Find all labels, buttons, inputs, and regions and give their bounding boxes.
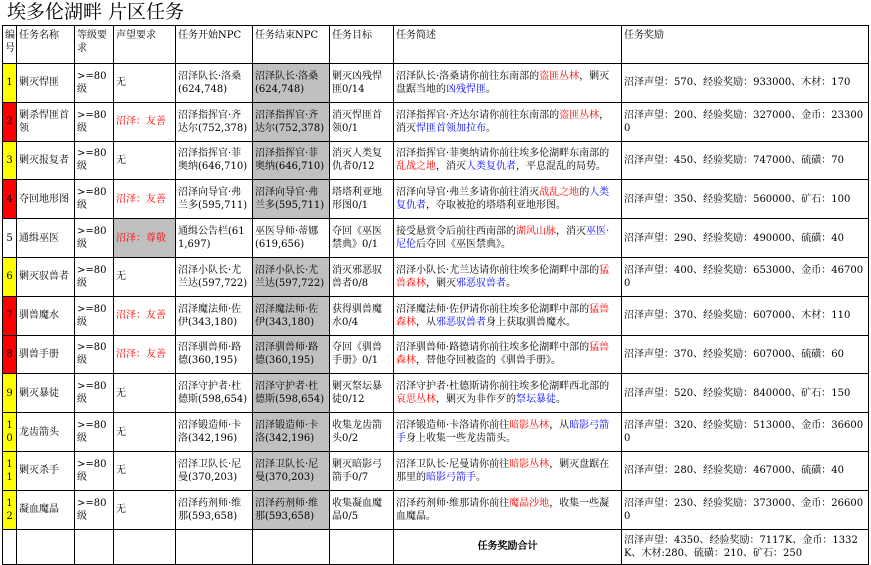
- quest-reward: 沼泽声望：400、经验奖励：653000、金币：467000: [622, 257, 869, 296]
- quest-name: 驯兽手册: [17, 335, 75, 374]
- quest-reward: 沼泽声望：230、经验奖励：373000、金币：266000: [622, 490, 869, 529]
- quest-name: 驯兽魔水: [17, 296, 75, 335]
- quest-description: [394, 413, 622, 452]
- quest-reward: 沼泽声望：200、经验奖励：327000、金币：233000: [622, 102, 869, 141]
- quest-reputation: 沼泽：友善: [114, 180, 176, 219]
- description-segment: ，收集一些凝血魔晶。: [396, 497, 610, 522]
- quest-end-npc: 沼泽队长·洛桑(624,748): [253, 64, 330, 103]
- quest-name: 夺回地形图: [17, 180, 75, 219]
- quest-start-npc: 沼泽卫队长·尼曼(370,203): [176, 451, 253, 490]
- description-segment: 沼泽卫队长·尼曼请你前往: [396, 458, 510, 470]
- quest-goal: 剿灭暗影弓箭手0/7: [330, 451, 394, 490]
- total-empty-cell: [17, 529, 75, 564]
- description-segment: ，剿灭: [426, 277, 456, 289]
- header-description: 任务简述: [394, 26, 622, 64]
- total-empty-cell: [114, 529, 176, 564]
- description-segment: 盗匪丛林: [539, 70, 580, 82]
- quest-level: >=80级: [75, 335, 114, 374]
- quest-row: [3, 219, 869, 258]
- quest-description: [394, 64, 622, 103]
- quest-row: [3, 413, 869, 452]
- quest-end-npc: 沼泽小队长·尤兰达(597,722): [253, 257, 330, 296]
- header-goal: 任务目标: [330, 26, 394, 64]
- quest-number: 10: [3, 413, 17, 452]
- quest-start-npc: 沼泽指挥官·菲奥纳(646,710): [176, 141, 253, 180]
- quest-reward: 沼泽声望：570、经验奖励：933000、木材：170: [622, 64, 869, 103]
- description-segment: 暗影丛林: [509, 458, 550, 470]
- description-segment: 湖风山脉: [516, 226, 556, 238]
- quest-name: 龙齿箭头: [17, 413, 75, 452]
- quest-goal: 消灭人类复仇者0/12: [330, 141, 394, 180]
- quest-end-npc: 沼泽驯兽师·路德(360,195): [253, 335, 330, 374]
- quest-reputation: 无: [114, 490, 176, 529]
- header-reputation: 声望要求: [114, 26, 176, 64]
- quest-end-npc: 沼泽向导官·弗兰多(595,711): [253, 180, 330, 219]
- description-segment: 沼泽向导官·弗兰多请你前往消灭: [396, 187, 540, 199]
- description-segment: 暗影丛林: [509, 420, 550, 432]
- description-segment: 乱战之地: [396, 161, 436, 173]
- quest-level: >=80级: [75, 490, 114, 529]
- quest-name: 剿灭杀手: [17, 451, 75, 490]
- description-segment: 身上收集一些龙齿箭头。: [406, 433, 516, 445]
- description-segment: 暗影弓箭手: [396, 420, 610, 445]
- description-segment: 猛兽森林: [396, 303, 610, 328]
- quest-goal: 夺回《驯兽手册》0/1: [330, 335, 394, 374]
- description-segment: 沼泽守护者·杜德斯请你前往埃多伦湖畔西北部的: [396, 381, 610, 393]
- description-segment: 。: [506, 277, 516, 289]
- description-segment: 。: [476, 471, 486, 483]
- quest-reward: 沼泽声望：290、经验奖励：490000、硫磺：40: [622, 219, 869, 258]
- description-segment: ，夺取被抢的塔塔利亚地形图。: [426, 200, 566, 212]
- quest-reward: 沼泽声望：280、经验奖励：467000、硫磺：40: [622, 451, 869, 490]
- header-num: 编号: [3, 26, 17, 64]
- quest-start-npc: 沼泽驯兽师·路德(360,195): [176, 335, 253, 374]
- quest-description: [394, 180, 622, 219]
- quest-description: [394, 296, 622, 335]
- description-segment: 巫医·尼伦: [396, 226, 610, 251]
- quest-description: [394, 374, 622, 413]
- quest-start-npc: 沼泽守护者·杜德斯(598,654): [176, 374, 253, 413]
- description-segment: 。: [486, 122, 496, 134]
- quest-level: >=80级: [75, 64, 114, 103]
- description-segment: 身上获取驯兽魔水。: [486, 316, 576, 328]
- total-empty-cell: [75, 529, 114, 564]
- quest-start-npc: 沼泽药剂师·维那(593,658): [176, 490, 253, 529]
- page-title: 埃多伦湖畔 片区任务: [7, 1, 185, 23]
- quest-name: 剿灭悍匪: [17, 64, 75, 103]
- quest-end-npc: 沼泽锻造师·卡洛(342,196): [253, 413, 330, 452]
- quest-start-npc: 沼泽锻造师·卡洛(342,196): [176, 413, 253, 452]
- header-name: 任务名称: [17, 26, 75, 64]
- quest-goal: 剿灭祭坛暴徒0/12: [330, 374, 394, 413]
- quest-goal: 收集凝血魔晶0/5: [330, 490, 394, 529]
- quest-number: 5: [3, 219, 17, 258]
- quest-number: 6: [3, 257, 17, 296]
- quest-number: 8: [3, 335, 17, 374]
- quest-reputation: 无: [114, 374, 176, 413]
- header-start-npc: 任务开始NPC: [176, 26, 253, 64]
- quest-reward: 沼泽声望：350、经验奖励：560000、矿石：100: [622, 180, 869, 219]
- header-reward: 任务奖励: [622, 26, 869, 64]
- total-empty-cell: [330, 529, 394, 564]
- quest-reputation: 沼泽：友善: [114, 102, 176, 141]
- description-segment: 。: [556, 394, 566, 406]
- quest-number: 7: [3, 296, 17, 335]
- description-segment: ，剿灭盘踞当地的: [396, 70, 610, 95]
- quest-number: 11: [3, 451, 17, 490]
- quest-name: 凝血魔晶: [17, 490, 75, 529]
- quest-name: 剿灭驭兽者: [17, 257, 75, 296]
- description-segment: 后夺回《巫医禁典》。: [416, 239, 511, 251]
- quest-level: >=80级: [75, 257, 114, 296]
- quest-row: [3, 141, 869, 180]
- quest-reward: 沼泽声望：370、经验奖励：607000、硫磺：60: [622, 335, 869, 374]
- quest-description: [394, 102, 622, 141]
- description-segment: 战乱之地: [539, 187, 580, 199]
- description-segment: 沼泽队长·洛桑请你前往东南部的: [396, 70, 540, 82]
- total-label: 任务奖励合计: [394, 529, 622, 564]
- quest-name: 通缉巫医: [17, 219, 75, 258]
- description-segment: 魔晶沙地: [509, 497, 550, 509]
- quest-row: [3, 296, 869, 335]
- quest-reputation: 无: [114, 141, 176, 180]
- quest-level: >=80级: [75, 102, 114, 141]
- description-segment: ，消灭: [436, 161, 466, 173]
- quest-name: 剿灭暴徒: [17, 374, 75, 413]
- quest-reputation: 沼泽：友善: [114, 335, 176, 374]
- quest-description: [394, 335, 622, 374]
- quest-row: [3, 180, 869, 219]
- quest-reward: 沼泽声望：450、经验奖励：747000、硫磺：70: [622, 141, 869, 180]
- quest-reputation: 无: [114, 64, 176, 103]
- description-segment: ，从: [549, 420, 570, 432]
- description-segment: 猛兽森林: [396, 264, 610, 289]
- quest-row: [3, 490, 869, 529]
- description-segment: ，消灭: [396, 109, 610, 134]
- description-segment: 邪恶驭兽者: [436, 316, 486, 328]
- quest-row: [3, 335, 869, 374]
- quest-end-npc: 沼泽指挥官·菲奥纳(646,710): [253, 141, 330, 180]
- quest-reward: 沼泽声望：370、经验奖励：607000、木材：110: [622, 296, 869, 335]
- quest-row: [3, 102, 869, 141]
- quest-table: [2, 25, 869, 565]
- quest-name: 剿杀悍匪首领: [17, 102, 75, 141]
- header-end-npc: 任务结束NPC: [253, 26, 330, 64]
- quest-reputation: 无: [114, 451, 176, 490]
- quest-level: >=80级: [75, 451, 114, 490]
- quest-number: 3: [3, 141, 17, 180]
- description-segment: 。: [486, 83, 496, 95]
- quest-reputation: 无: [114, 257, 176, 296]
- quest-level: >=80级: [75, 141, 114, 180]
- total-row: [3, 529, 869, 564]
- quest-goal: 塔塔利亚地形图0/1: [330, 180, 394, 219]
- quest-level: >=80级: [75, 180, 114, 219]
- quest-goal: 获得驯兽魔水0/4: [330, 296, 394, 335]
- description-segment: 沼泽小队长·尤兰达请你前往埃多伦湖畔中部的: [396, 264, 600, 276]
- quest-end-npc: 沼泽药剂师·维那(593,658): [253, 490, 330, 529]
- quest-number: 1: [3, 64, 17, 103]
- quest-number: 4: [3, 180, 17, 219]
- total-empty-cell: [253, 529, 330, 564]
- quest-description: [394, 141, 622, 180]
- description-segment: 沼泽魔法师·佐伊请你前往埃多伦湖畔中部的: [396, 303, 590, 315]
- description-segment: 人类复仇者: [466, 161, 516, 173]
- quest-start-npc: 沼泽魔法师·佐伊(343,180): [176, 296, 253, 335]
- total-empty-cell: [176, 529, 253, 564]
- quest-start-npc: 沼泽队长·洛桑(624,748): [176, 64, 253, 103]
- quest-row: [3, 64, 869, 103]
- description-segment: 接受悬赏令后前往西南部的: [396, 226, 516, 238]
- quest-start-npc: 沼泽向导官·弗兰多(595,711): [176, 180, 253, 219]
- quest-description: [394, 451, 622, 490]
- total-value: 沼泽声望：4350、经验奖励：7117K、金币：1332K、木材:280、硫磺：210、矿石：250: [622, 529, 869, 564]
- quest-reputation: 沼泽：友善: [114, 296, 176, 335]
- description-segment: ，从: [416, 316, 436, 328]
- quest-goal: 收集龙齿箭头0/2: [330, 413, 394, 452]
- description-segment: 人类复仇者: [396, 187, 610, 212]
- description-segment: 凶残悍匪: [446, 83, 486, 95]
- quest-number: 2: [3, 102, 17, 141]
- quest-description: [394, 219, 622, 258]
- description-segment: 悍匪首领加拉布: [416, 122, 486, 134]
- quest-goal: 剿灭凶残悍匪0/14: [330, 64, 394, 103]
- quest-reputation: 沼泽：尊敬: [114, 219, 176, 258]
- quest-start-npc: 沼泽小队长·尤兰达(597,722): [176, 257, 253, 296]
- quest-number: 9: [3, 374, 17, 413]
- quest-level: >=80级: [75, 219, 114, 258]
- header-level: 等级要求: [75, 26, 114, 64]
- quest-start-npc: 通缉公告栏(611,697): [176, 219, 253, 258]
- description-segment: 盗匪丛林: [559, 109, 600, 121]
- description-segment: 沼泽药剂师·维那请你前往: [396, 497, 510, 509]
- quest-level: >=80级: [75, 296, 114, 335]
- quest-goal: 夺回《巫医禁典》0/1: [330, 219, 394, 258]
- description-segment: ，平息混乱的局势。: [516, 161, 606, 173]
- quest-reward: 沼泽声望：320、经验奖励：513000、金币：366000: [622, 413, 869, 452]
- description-segment: 沼泽指挥官·齐达尔请你前往东南部的: [396, 109, 560, 121]
- description-segment: 沼泽指挥官·菲奥纳请你前往埃多伦湖畔东南部的: [396, 148, 610, 160]
- quest-description: [394, 257, 622, 296]
- description-segment: ，剿灭盘踞在那里的: [396, 458, 610, 483]
- total-empty-cell: [3, 529, 17, 564]
- description-segment: 猛兽森林: [396, 342, 610, 367]
- quest-level: >=80级: [75, 374, 114, 413]
- header-row: [3, 26, 869, 64]
- description-segment: 祭坛暴徒: [516, 394, 556, 406]
- description-segment: 哀思丛林: [396, 394, 436, 406]
- quest-reputation: 无: [114, 413, 176, 452]
- description-segment: ，替他夺回被盗的《驯兽手册》。: [416, 355, 561, 367]
- quest-goal: 消灭悍匪首领0/1: [330, 102, 394, 141]
- quest-end-npc: 沼泽守护者·杜德斯(598,654): [253, 374, 330, 413]
- quest-description: [394, 490, 622, 529]
- quest-end-npc: 沼泽卫队长·尼曼(370,203): [253, 451, 330, 490]
- quest-reward: 沼泽声望：520、经验奖励：840000、矿石：150: [622, 374, 869, 413]
- quest-row: [3, 451, 869, 490]
- quest-row: [3, 257, 869, 296]
- quest-goal: 消灭邪恶驭兽者0/8: [330, 257, 394, 296]
- description-segment: 的: [579, 187, 590, 199]
- description-segment: ，剿灭为非作歹的: [436, 394, 516, 406]
- description-segment: 沼泽驯兽师·路德请你前往埃多伦湖畔中部的: [396, 342, 590, 354]
- quest-start-npc: 沼泽指挥官·齐达尔(752,378): [176, 102, 253, 141]
- description-segment: 邪恶驭兽者: [456, 277, 506, 289]
- quest-end-npc: 沼泽魔法师·佐伊(343,180): [253, 296, 330, 335]
- quest-row: [3, 374, 869, 413]
- description-segment: 沼泽锻造师·卡洛请你前往: [396, 420, 510, 432]
- description-segment: ，消灭: [556, 226, 586, 238]
- quest-name: 剿灭报复者: [17, 141, 75, 180]
- quest-level: >=80级: [75, 413, 114, 452]
- quest-end-npc: 沼泽指挥官·齐达尔(752,378): [253, 102, 330, 141]
- quest-number: 12: [3, 490, 17, 529]
- description-segment: 暗影弓箭手: [426, 471, 476, 483]
- quest-end-npc: 巫医导师·蒂娜(619,656): [253, 219, 330, 258]
